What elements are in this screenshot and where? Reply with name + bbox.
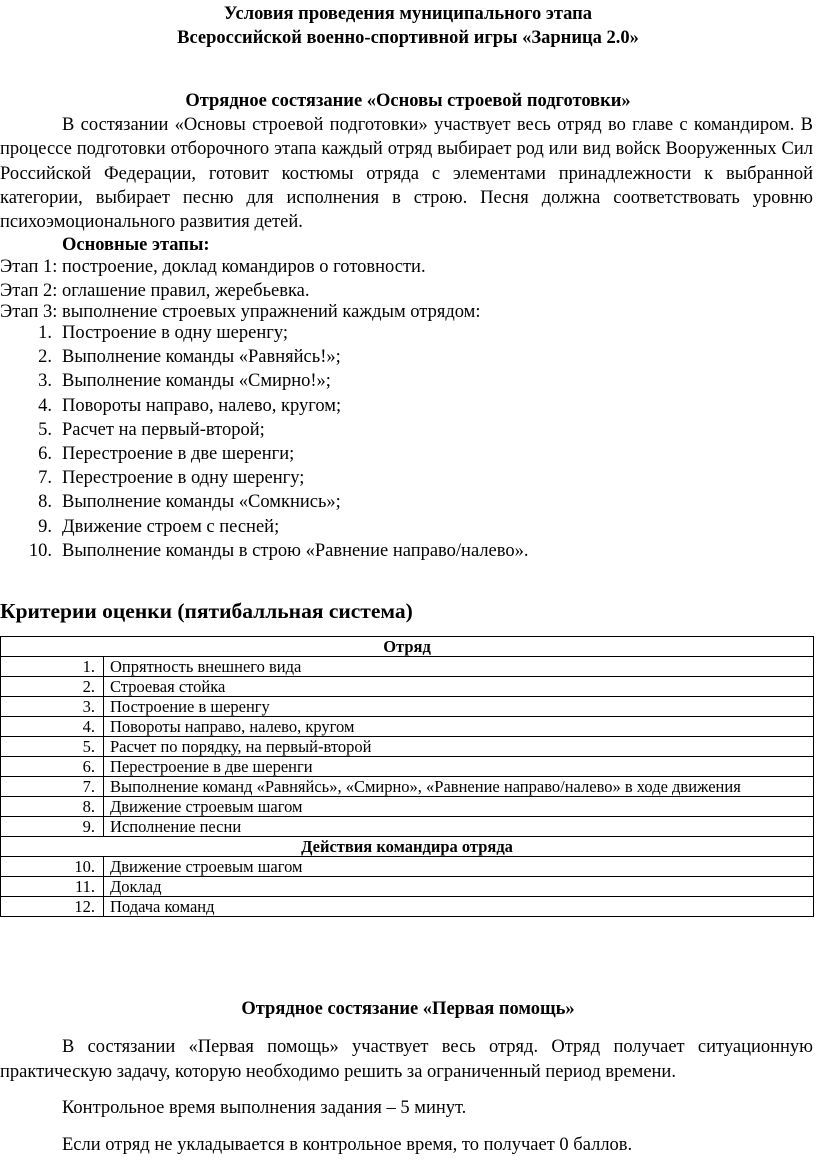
section-1-title: Отрядное состязание «Основы строевой подготовки» [185, 91, 631, 111]
table-row [1, 697, 814, 717]
list-item-text: Перестроение в две шеренги; [62, 443, 295, 464]
table-cell-text: Выполнение команд «Равняйсь», «Смирно», «Равнение направо/налево» в ходе движения [104, 777, 814, 797]
table-group-header-cell: Отряд [1, 637, 814, 657]
list-item-number: 3. [38, 371, 52, 392]
table-cell-number: 9. [1, 817, 104, 837]
table-cell-text: Движение строевым шагом [104, 857, 814, 877]
table-cell-text: Движение строевым шагом [104, 797, 814, 817]
section-1-paragraph: В состязании «Основы строевой подготовки» участвует весь отряд во главе с командиром. В процессе подготовки отборочного этапа каждый отряд выбирает род или вид войск Вооруженных Сил Российской Федерации, готовит костюмы отряда с элементами принадлежности к выбранной категории, выбирает песню для исполнения в строю. Песня должна соответствовать уровню психоэмоционального развития детей. [0, 115, 813, 233]
criteria-table [0, 636, 814, 917]
list-item-text: Выполнение команды «Равняйсь!»; [62, 347, 341, 368]
section-2-paragraph-2: Контрольное время выполнения задания – 5 минут. [62, 1098, 467, 1118]
list-item-number: 9. [38, 516, 52, 537]
list-item-text: Движение строем с песней; [62, 516, 280, 537]
table-cell-number: 4. [1, 717, 104, 737]
list-item-text: Выполнение команды «Смирно!»; [62, 371, 331, 392]
section-2-paragraph-3: Если отряд не укладывается в контрольное время, то получает 0 баллов. [62, 1135, 633, 1155]
table-row [1, 757, 814, 777]
table-row [1, 717, 814, 737]
section-2-paragraph-1: В состязании «Первая помощь» участвует весь отряд. Отряд получает ситуационную практическую задачу, которую необходимо решить за ограниченный период времени. [0, 1037, 813, 1082]
stage-1: Этап 1: построение, доклад командиров о готовности. [0, 257, 426, 277]
table-cell-text: Расчет по порядку, на первый-второй [104, 737, 814, 757]
list-item-number: 2. [38, 347, 52, 368]
table-row [1, 857, 814, 877]
list-item-text: Перестроение в одну шеренгу; [62, 468, 305, 489]
table-cell-number: 10. [1, 857, 104, 877]
table-cell-text: Доклад [104, 877, 814, 897]
stage-2: Этап 2: оглашение правил, жеребьевка. [0, 281, 310, 301]
title-line-2: Всероссийской военно-спортивной игры «Зарница 2.0» [177, 28, 639, 48]
table-row [1, 677, 814, 697]
table-group-header [1, 837, 814, 857]
table-row [1, 797, 814, 817]
table-cell-text: Подача команд [104, 897, 814, 917]
list-item-text: Выполнение команды в строю «Равнение направо/налево». [62, 540, 529, 561]
table-cell-number: 11. [1, 877, 104, 897]
table-cell-number: 12. [1, 897, 104, 917]
table-cell-text: Опрятность внешнего вида [104, 657, 814, 677]
table-group-header-cell: Действия командира отряда [1, 837, 814, 857]
stages-heading: Основные этапы: [62, 235, 210, 255]
criteria-heading: Критерии оценки (пятибалльная система) [0, 599, 413, 623]
list-item-number: 8. [38, 492, 52, 513]
list-item-text: Повороты направо, налево, кругом; [62, 395, 342, 416]
list-item-number: 1. [38, 323, 52, 343]
table-row [1, 877, 814, 897]
table-cell-number: 6. [1, 757, 104, 777]
table-cell-text: Перестроение в две шеренги [104, 757, 814, 777]
list-item-text: Построение в одну шеренгу; [62, 323, 288, 343]
list-item-number: 6. [38, 443, 52, 464]
table-cell-number: 8. [1, 797, 104, 817]
list-item-number: 7. [38, 468, 52, 489]
list-item-number: 5. [38, 419, 52, 440]
table-row [1, 817, 814, 837]
table-cell-text: Строевая стойка [104, 677, 814, 697]
table-cell-number: 3. [1, 697, 104, 717]
table-row [1, 777, 814, 797]
title-line-1: Условия проведения муниципального этапа [223, 4, 593, 24]
table-row [1, 657, 814, 677]
list-item-number: 10. [28, 540, 52, 561]
section-2-title: Отрядное состязание «Первая помощь» [241, 999, 575, 1019]
table-cell-number: 1. [1, 657, 104, 677]
table-cell-text: Повороты направо, налево, кругом [104, 717, 814, 737]
table-cell-number: 5. [1, 737, 104, 757]
table-cell-number: 7. [1, 777, 104, 797]
table-group-header [1, 637, 814, 657]
list-item-text: Расчет на первый-второй; [62, 419, 265, 440]
table-cell-text: Построение в шеренгу [104, 697, 814, 717]
table-cell-text: Исполнение песни [104, 817, 814, 837]
table-row [1, 737, 814, 757]
table-cell-number: 2. [1, 677, 104, 697]
list-item-text: Выполнение команды «Сомкнись»; [62, 492, 341, 513]
stage-3: Этап 3: выполнение строевых упражнений каждым отрядом: [0, 302, 481, 322]
list-item-number: 4. [38, 395, 52, 416]
table-row [1, 897, 814, 917]
